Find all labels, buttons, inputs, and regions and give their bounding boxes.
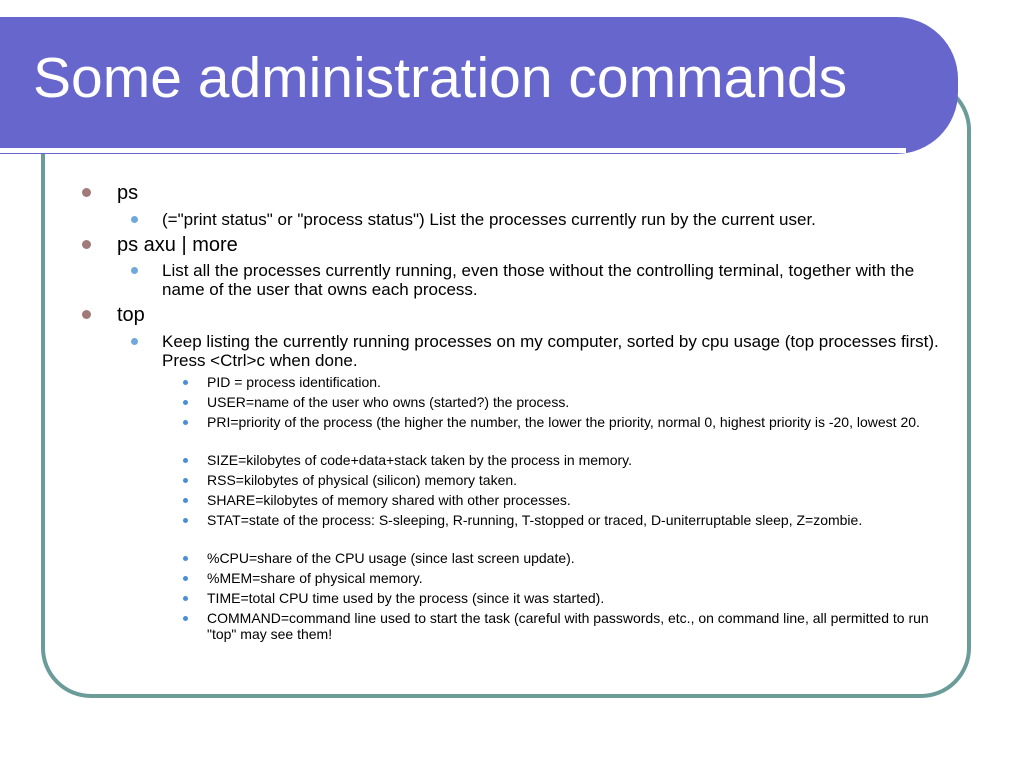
top-field-stat: STAT=state of the process: S-sleeping, R-running, T-stopped or traced, D-uniterruptable sleep, Z=zombie. (207, 512, 863, 528)
top-field-time: TIME=total CPU time used by the process (since it was started). (207, 590, 605, 606)
bullet-icon (183, 400, 188, 405)
slide-title: Some administration commands (33, 46, 848, 110)
top-field-rss: RSS=kilobytes of physical (silicon) memory taken. (207, 472, 518, 488)
command-ps: ps (117, 182, 139, 204)
top-field-cpu: %CPU=share of the CPU usage (since last screen update). (207, 550, 575, 566)
bullet-icon (183, 616, 188, 621)
bullet-icon (131, 267, 138, 274)
bullet-icon (183, 420, 188, 425)
command-top: top (117, 304, 145, 326)
bullet-icon (82, 188, 91, 197)
bullet-icon (183, 380, 188, 385)
top-field-command: COMMAND=command line used to start the task (careful with passwords, etc., on command line, all permitted to run "top" may see them! (207, 610, 929, 642)
command-ps-axu: ps axu | more (117, 234, 238, 256)
title-underline (0, 148, 906, 153)
top-field-user: USER=name of the user who owns (started?) the process. (207, 394, 570, 410)
bullet-icon (183, 596, 188, 601)
command-ps-axu-description: List all the processes currently running, even those without the controlling terminal, together with the name of the user that owns each process. (162, 261, 915, 299)
bullet-icon (82, 310, 91, 319)
bullet-icon (183, 478, 188, 483)
bullet-icon (183, 576, 188, 581)
command-ps-description: (="print status" or "process status") List the processes currently run by the current user. (162, 210, 816, 229)
bullet-icon (183, 518, 188, 523)
bullet-icon (131, 216, 138, 223)
bullet-icon (82, 240, 91, 249)
command-top-description: Keep listing the currently running processes on my computer, sorted by cpu usage (top processes first). Press <Ctrl>c when done. (162, 332, 939, 370)
top-field-size: SIZE=kilobytes of code+data+stack taken by the process in memory. (207, 452, 633, 468)
bullet-icon (183, 498, 188, 503)
top-field-share: SHARE=kilobytes of memory shared with other processes. (207, 492, 571, 508)
top-field-pri: PRI=priority of the process (the higher the number, the lower the priority, normal 0, highest priority is -20, lowest 20. (207, 414, 920, 430)
top-field-mem: %MEM=share of physical memory. (207, 570, 423, 586)
top-field-pid: PID = process identification. (207, 374, 381, 390)
bullet-icon (183, 556, 188, 561)
bullet-icon (131, 338, 138, 345)
bullet-icon (183, 458, 188, 463)
